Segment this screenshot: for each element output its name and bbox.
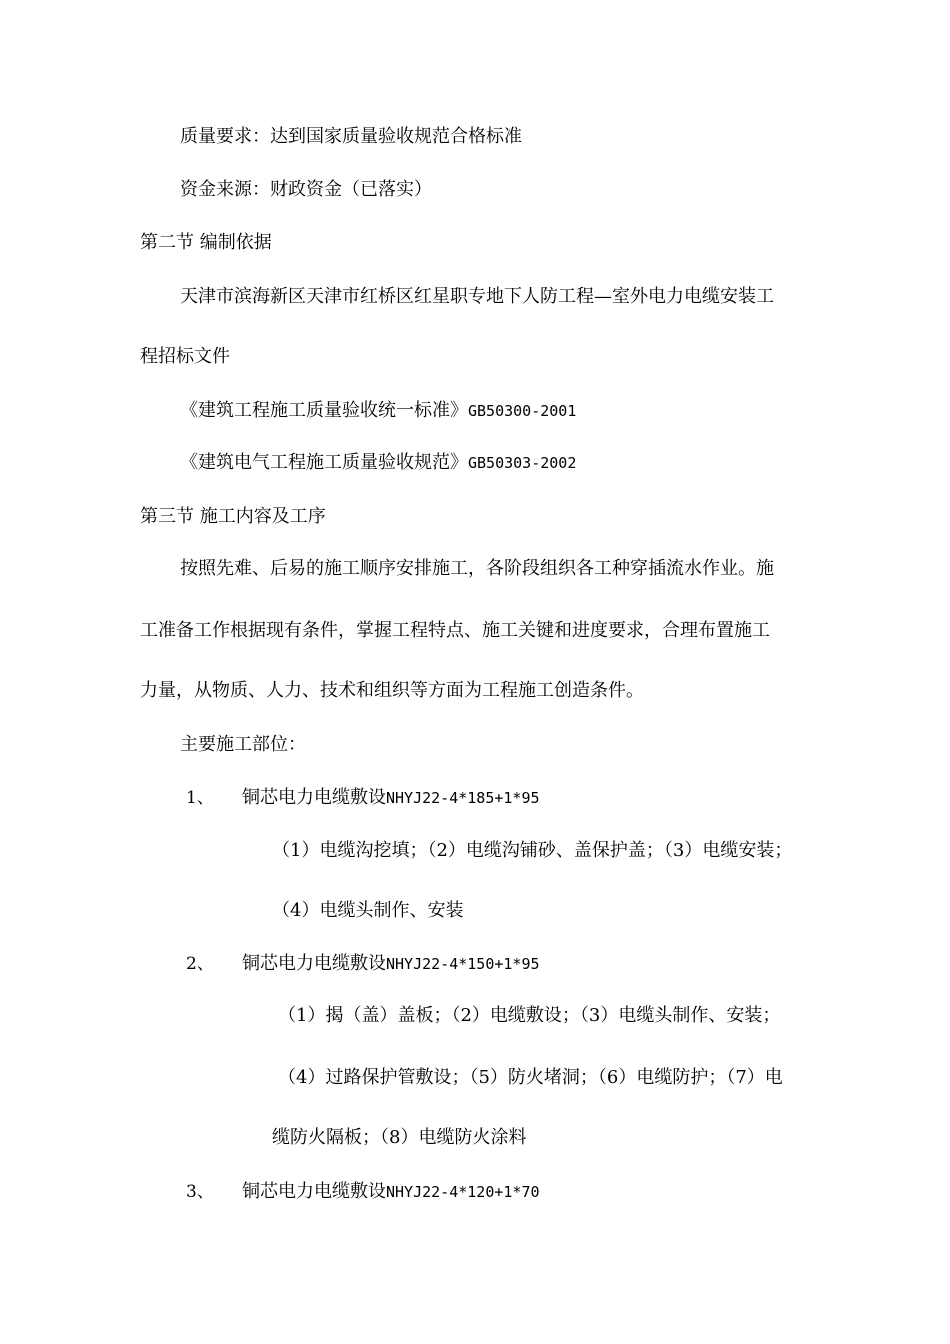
standard-1-title: 《建筑工程施工质量验收统一标准》	[180, 400, 468, 421]
item-2-title: 铜芯电力电缆敷设	[242, 953, 386, 974]
item-2-subline-1: （1）揭（盖）盖板；（2）电缆敷设；（3）电缆头制作、安装；	[278, 1005, 781, 1026]
standard-2-title: 《建筑电气工程施工质量验收规范》	[180, 452, 468, 473]
item-2-subline-3: 缆防火隔板；（8）电缆防火涂料	[272, 1127, 527, 1148]
standard-1-code: GB50300-2001	[468, 402, 577, 420]
item-1-subline-1: （1）电缆沟挖填；（2）电缆沟铺砂、盖保护盖；（3）电缆安装；	[272, 840, 793, 861]
item-3-model: NHYJ22-4*120+1*70	[386, 1183, 540, 1201]
section-2-heading: 第二节 编制依据	[140, 232, 272, 253]
item-1-title: 铜芯电力电缆敷设	[242, 787, 386, 808]
item-2-number: 2、	[186, 954, 214, 974]
item-3-number: 3、	[186, 1182, 214, 1202]
content-paragraph-line-2: 工准备工作根据现有条件，掌握工程特点、施工关键和进度要求，合理布置施工	[140, 620, 770, 641]
funding-source: 资金来源：财政资金（已落实）	[180, 179, 432, 200]
quality-requirement: 质量要求：达到国家质量验收规范合格标准	[180, 126, 522, 147]
item-1-subline-2: （4）电缆头制作、安装	[272, 900, 464, 921]
content-paragraph-line-3: 力量，从物质、人力、技术和组织等方面为工程施工创造条件。	[140, 680, 644, 701]
item-3	[242, 1181, 540, 1203]
item-2	[242, 953, 540, 975]
item-2-subline-2: （4）过路保护管敷设；（5）防火堵洞；（6）电缆防护；（7）电	[278, 1067, 783, 1088]
basis-paragraph-line-1: 天津市滨海新区天津市红桥区红星职专地下人防工程—室外电力电缆安装工	[180, 286, 774, 307]
item-1-model: NHYJ22-4*185+1*95	[386, 789, 540, 807]
content-paragraph-line-1: 按照先难、后易的施工顺序安排施工，各阶段组织各工种穿插流水作业。施	[180, 558, 774, 579]
standard-2-code: GB50303-2002	[468, 454, 577, 472]
item-3-title: 铜芯电力电缆敷设	[242, 1181, 386, 1202]
basis-paragraph-line-2: 程招标文件	[140, 346, 230, 367]
main-parts-label: 主要施工部位：	[180, 734, 306, 755]
standard-2	[180, 452, 576, 474]
standard-1	[180, 400, 576, 422]
item-1	[242, 787, 540, 809]
item-1-number: 1、	[186, 788, 214, 808]
section-3-heading: 第三节 施工内容及工序	[140, 506, 326, 527]
item-2-model: NHYJ22-4*150+1*95	[386, 955, 540, 973]
